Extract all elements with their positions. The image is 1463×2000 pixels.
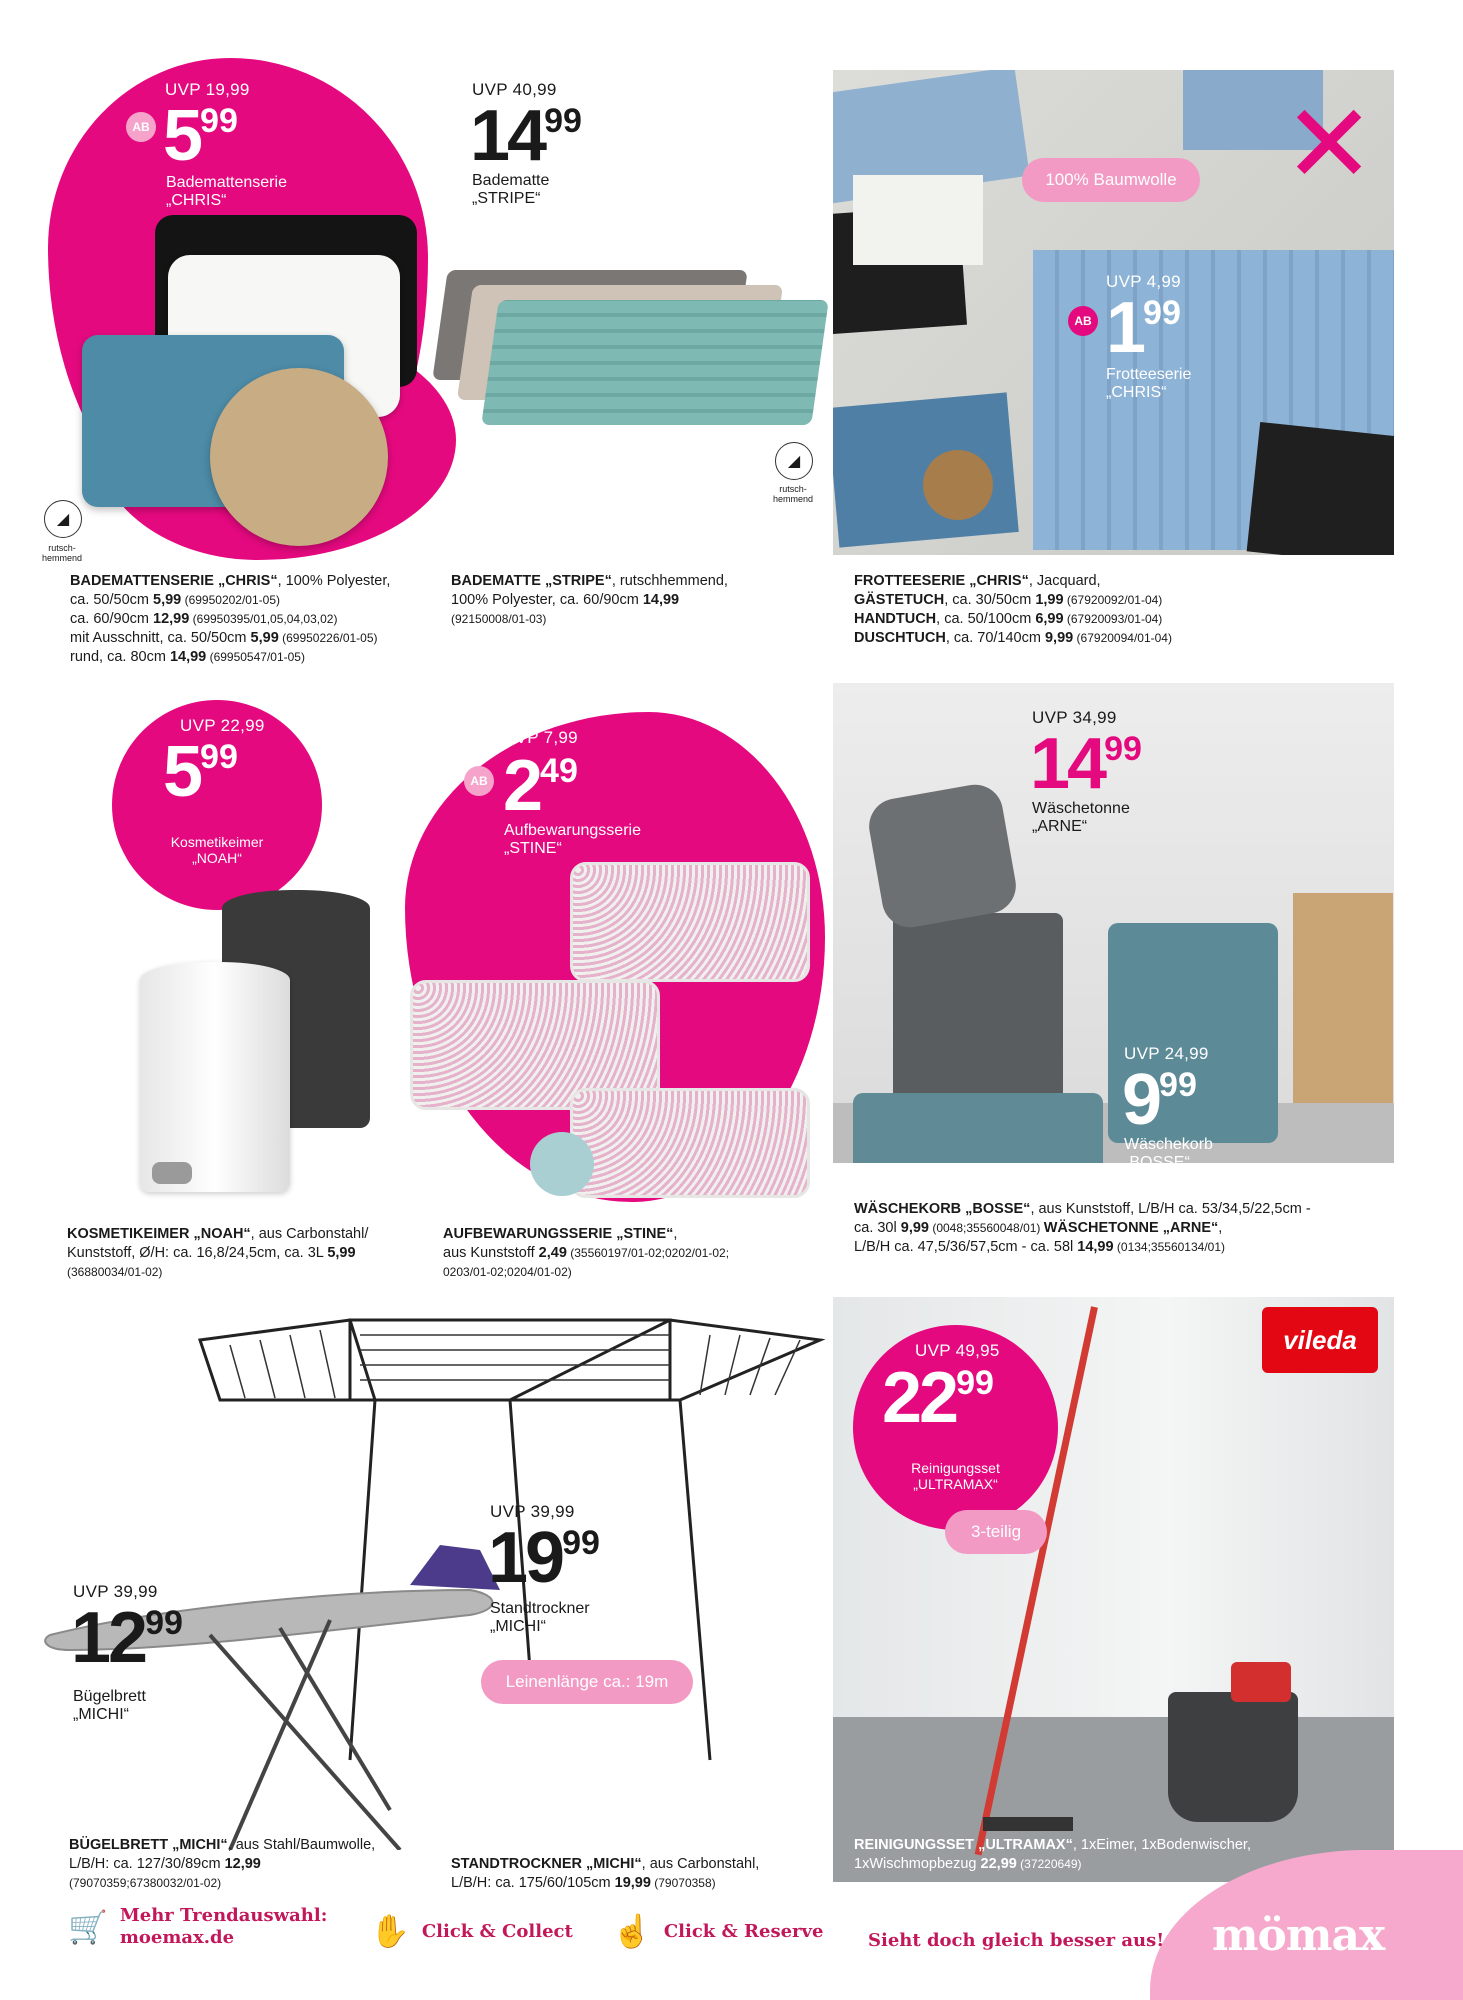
chris-price: 599 [163, 96, 238, 176]
stripe-description: BADEMATTE „STRIPE“, rutschhemmend, 100% Polyester, ca. 60/90cm 14,99 (92150008/01-03) [451, 573, 728, 626]
stine-description: AUFBEWARUNGSSERIE „STINE“, aus Kunststoff 2,49 (35560197/01-02;0202/01-02; 0203/01-02;0204/01-02) [443, 1226, 730, 1279]
vileda-logo: vileda [1262, 1307, 1378, 1373]
stine-price: 249 [503, 746, 578, 826]
arne-label: Wäschetonne „ARNE“ [1032, 800, 1130, 835]
bosse-price: 999 [1122, 1060, 1197, 1140]
towels-label: Frotteeserie „CHRIS“ [1106, 366, 1192, 401]
anti-slip-icon: ◢ [775, 442, 813, 480]
hand-check-icon: ☝ [612, 1912, 652, 1950]
three-piece-badge: 3-teilig [945, 1510, 1047, 1554]
bosse-uvp: UVP 24,99 [1124, 1044, 1209, 1063]
chris-description: BADEMATTENSERIE „CHRIS“, 100% Polyester, ca. 50/50cm 5,99 (69950202/01-05) ca. 60/90cm 12,99 (69950395/01,05,04,03,02) mit Ausschnitt, ca. 50/50cm 5,99 (69950226/01-05) rund, ca. 80cm 14,99 (69950547/01-05) [70, 573, 391, 665]
momax-x-icon: ✕ [1283, 83, 1376, 206]
towels-price: 199 [1106, 288, 1181, 368]
rack-label: Standtrockner „MICHI“ [490, 1600, 590, 1635]
noah-uvp: UVP 22,99 [180, 716, 265, 735]
momax-logo[interactable]: mömax [1212, 1910, 1385, 1961]
board-price: 1299 [71, 1598, 183, 1678]
board-label: Bügelbrett „MICHI“ [73, 1688, 146, 1723]
stripe-price: 1499 [470, 96, 582, 176]
ultramax-label: Reinigungsset „ULTRAMAX“ [911, 1460, 1000, 1492]
ultramax-price: 2299 [882, 1358, 994, 1438]
board-description: BÜGELBRETT „MICHI“, aus Stahl/Baumwolle, L/B/H: ca. 127/30/89cm 12,99 (79070359;67380032/01-02) [69, 1837, 376, 1890]
rack-price: 1999 [488, 1518, 600, 1598]
stripe-uvp: UVP 40,99 [472, 80, 557, 99]
arne-price: 1499 [1030, 724, 1142, 804]
hand-box-icon: ✋ [370, 1912, 410, 1950]
stripe-label: Badematte „STRIPE“ [472, 172, 550, 207]
stine-ab-badge: AB [464, 766, 494, 796]
ultramax-uvp: UVP 49,95 [915, 1341, 1000, 1360]
cart-touch-icon: 🛒 [68, 1908, 108, 1946]
footer-trend[interactable]: 🛒 Mehr Trendauswahl: moemax.de [68, 1905, 328, 1948]
towels-description: FROTTEESERIE „CHRIS“, Jacquard, GÄSTETUCH, ca. 30/50cm 1,99 (67920092/01-04) HANDTUCH, ca. 50/100cm 6,99 (67920093/01-04) DUSCHTUCH, ca. 70/140cm 9,99 (67920094/01-04) [854, 573, 1172, 646]
anti-slip-icon: ◢ [44, 500, 82, 538]
footer-slogan: Sieht doch gleich besser aus! [868, 1930, 1165, 1951]
footer-click-collect[interactable]: ✋ Click & Collect [370, 1912, 573, 1950]
chris-anti-slip-text: rutsch- hemmend [42, 543, 83, 563]
towels-ab-badge: AB [1068, 306, 1098, 336]
rack-and-board-image [30, 1290, 830, 1850]
stine-label: Aufbewarungsserie „STINE“ [504, 822, 641, 857]
footer-click-reserve[interactable]: ☝ Click & Reserve [612, 1912, 824, 1950]
noah-label: Kosmetikeimer „NOAH“ [170, 834, 264, 866]
chris-ab-badge: AB [126, 112, 156, 142]
chris-label: Bademattenserie „CHRIS“ [166, 174, 287, 209]
board-uvp: UVP 39,99 [73, 1582, 158, 1601]
cotton-badge: 100% Baumwolle [1022, 158, 1200, 202]
arne-uvp: UVP 34,99 [1032, 708, 1117, 727]
towels-uvp: UVP 4,99 [1106, 272, 1181, 291]
chris-uvp: UVP 19,99 [165, 80, 250, 99]
noah-description: KOSMETIKEIMER „NOAH“, aus Carbonstahl/ Kunststoff, Ø/H: ca. 16,8/24,5cm, ca. 3L 5,99 (36880034/01-02) [67, 1226, 369, 1279]
rack-uvp: UVP 39,99 [490, 1502, 575, 1521]
bosse-label: Wäschekorb „BOSSE“ [1124, 1136, 1213, 1171]
stine-baskets-image [400, 850, 820, 1210]
bosse-description: WÄSCHEKORB „BOSSE“, aus Kunststoff, L/B/H ca. 53/34,5/22,5cm - ca. 30l 9,99 (0048;35560048/01) WÄSCHETONNE „ARNE“, L/B/H ca. 47,5/36/57,5cm - ca. 58l 14,99 (0134;35560134/01) [854, 1201, 1311, 1255]
stripe-anti-slip-text: rutsch- hemmend [773, 484, 814, 504]
rack-description: STANDTROCKNER „MICHI“, aus Carbonstahl, L/B/H: ca. 175/60/105cm 19,99 (79070358) [451, 1856, 760, 1891]
stripe-mats-image [420, 260, 830, 440]
line-length-badge: Leinenlänge ca.: 19m [481, 1660, 693, 1704]
noah-price: 599 [163, 732, 238, 812]
ultramax-description: REINIGUNGSSET „ULTRAMAX“, 1xEimer, 1xBodenwischer, 1xWischmopbezug 22,99 (37220649) [854, 1837, 1251, 1872]
stine-uvp: UVP 7,99 [503, 728, 578, 747]
noah-bins-image [130, 880, 380, 1210]
